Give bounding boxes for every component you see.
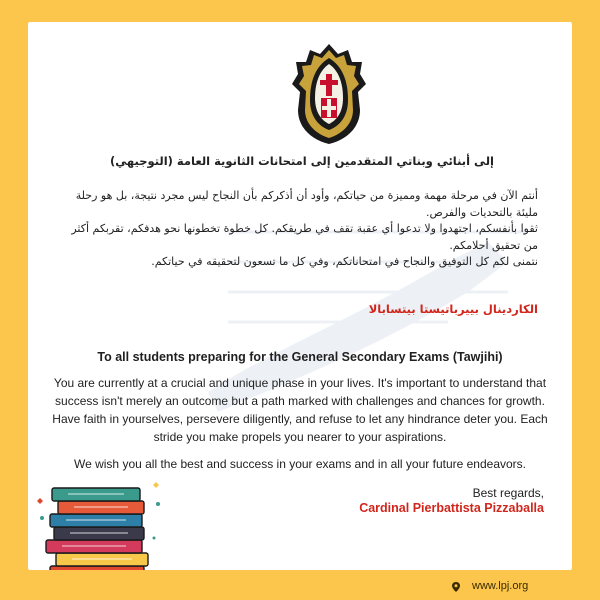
patriarchate-crest-icon [286,40,372,148]
arabic-title: إلى أبنائي وبناتي المتقدمين إلى امتحانات الثانوية العامة (التوجيهي) [110,154,494,168]
arabic-paragraph: ثقوا بأنفسكم، اجتهدوا ولا تدعوا أي عقبة تقف في طريقكم. كل خطوة تخطونها نحو هدفكم، تقربكم أكثر من تحقيق أحلامكم. [71,222,538,252]
book-stack-icon [36,470,166,570]
arabic-signature: الكاردينال بييرباتيستا بيتسابالا [368,302,538,316]
letter-card [28,22,572,570]
arabic-body [58,188,538,271]
location-pin-icon [450,581,462,593]
english-wish: We wish you all the best and success in your exams and in all your future endeavors. [73,457,526,471]
arabic-paragraph: أنتم الآن في مرحلة مهمة ومميزة من حياتكم، وأود أن أذكركم بأن النجاح ليس مجرد نتيجة، بل هو رحلة مليئة بالتحديات والفرص. [75,189,538,219]
english-body: You are currently at a crucial and unique phase in your lives. It's important to understand that success isn't merely an outcome but a path marked with challenges and chances for growth. Have faith in yourselves, persevere diligently, and refuse to let any hindrance deter you. Each stride you make propels you nearer to your aspirations. [52,376,548,444]
website-link[interactable]: www.lpj.org [472,580,529,592]
english-signature: Cardinal Pierbattista Pizzaballa [359,501,544,515]
arabic-paragraph: نتمنى لكم كل التوفيق والنجاح في امتحاناتكم، وفي كل ما تسعون لتحقيقه في حياتكم. [151,255,538,268]
english-title: To all students preparing for the General Secondary Exams (Tawjihi) [97,350,503,364]
closing-regards: Best regards, [472,486,544,500]
